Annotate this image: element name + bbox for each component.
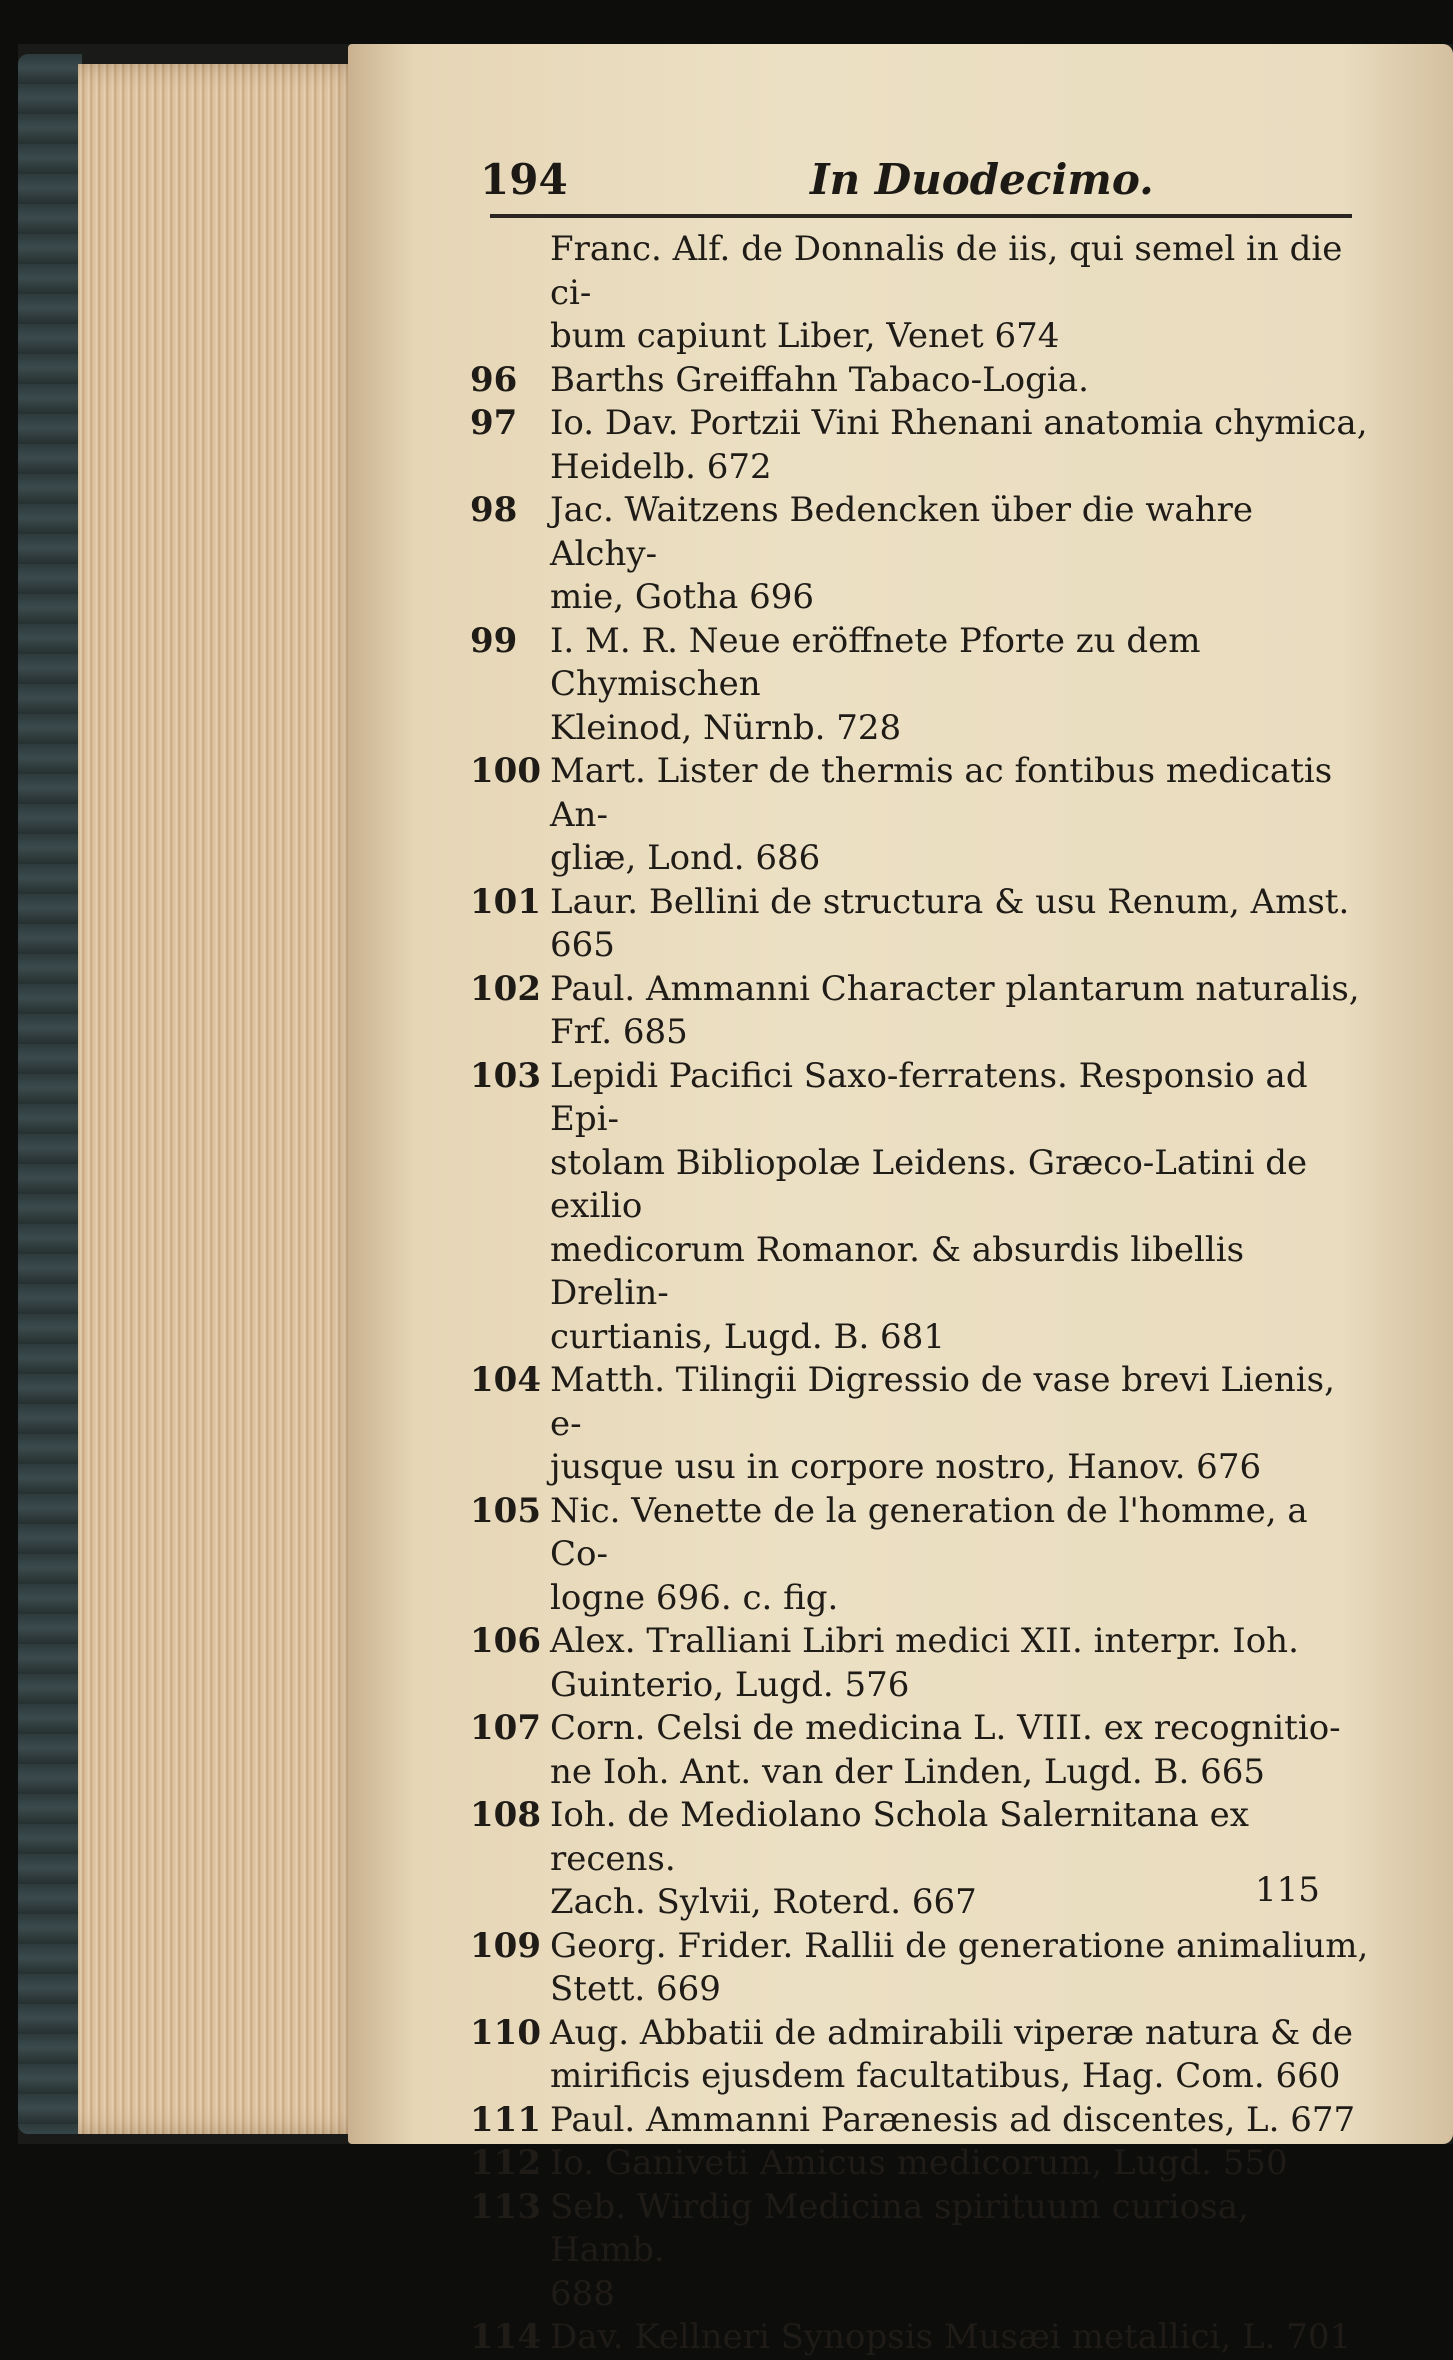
header-rule (490, 214, 1352, 218)
entry-text: Io. Dav. Portzii Vini Rhenani anatomia chymica, Heidelb. 672 (550, 403, 1368, 487)
entry-number: 103 (470, 1055, 541, 1096)
catalog-entry (470, 489, 1370, 620)
catalog-entry (470, 1055, 1370, 1360)
catalog-entries (470, 228, 1370, 2360)
catalog-entry (470, 2316, 1370, 2360)
page-number: 194 (480, 155, 568, 204)
catalog-entry (470, 620, 1370, 751)
entry-number: 104 (470, 1360, 541, 1400)
page-edges (78, 64, 368, 2134)
entry-number: 113 (470, 2186, 541, 2227)
catalog-entry (470, 750, 1370, 881)
entry-number: 108 (470, 1795, 541, 1835)
entry-text: Aug. Abbatii de admirabili viperæ natura & de mirificis ejusdem facultatibus, Hag. Com. 660 (550, 2012, 1353, 2096)
catalog-entry (470, 1620, 1370, 1707)
catalog-entry (470, 968, 1370, 1055)
catalog-entry (470, 359, 1370, 403)
entry-text: Ioh. de Mediolano Schola Salernitana ex recens. Zach. Sylvii, Roterd. 667 (550, 1795, 1249, 1922)
catalog-entry (470, 2186, 1370, 2317)
entry-text: Nic. Venette de la generation de l'homme, a Co- logne 696. c. fig. (550, 1490, 1308, 1618)
entry-number: 100 (470, 751, 541, 791)
catalog-entry (470, 2099, 1370, 2143)
catalog-entry (470, 402, 1370, 489)
entry-text: Io. Ganiveti Amicus medicorum, Lugd. 550 (550, 2143, 1288, 2183)
entry-text: Dav. Kellneri Synopsis Musæi metallici, L. 701 (550, 2317, 1352, 2357)
entry-number: 109 (470, 1925, 541, 1966)
entry-number: 111 (470, 2099, 541, 2140)
entry-text: Franc. Alf. de Donnalis de iis, qui semel in die ci- bum capiunt Liber, Venet 674 (550, 229, 1343, 356)
entry-number: 97 (470, 403, 518, 443)
entry-text: Georg. Frider. Rallii de generatione animalium, Stett. 669 (550, 1925, 1369, 2009)
entry-number: 98 (470, 490, 518, 530)
entry-number: 102 (470, 968, 541, 1009)
entry-text: Barths Greiffahn Tabaco-Logia. (550, 359, 1089, 400)
running-title: In Duodecimo. (810, 155, 1154, 204)
catalog-entry (470, 1359, 1370, 1490)
entry-number: 99 (470, 620, 518, 661)
entry-number: 96 (470, 359, 518, 400)
entry-text: I. M. R. Neue eröffnete Pforte zu dem Chymischen Kleinod, Nürnb. 728 (550, 620, 1201, 748)
catalog-entry (470, 1794, 1370, 1925)
entry-text: Lepidi Pacifici Saxo-ferratens. Responsio ad Epi- stolam Bibliopolæ Leidens. Græco-Latini de exilio medicorum Romanor. & absurdis libellis Drelin- curtianis, Lugd. B. 681 (550, 1055, 1308, 1357)
entry-number: 110 (470, 2012, 541, 2053)
catalog-entry (470, 881, 1370, 968)
entry-text: Mart. Lister de thermis ac fontibus medicatis An- gliæ, Lond. 686 (550, 751, 1333, 878)
book-cover (18, 54, 82, 2134)
entry-number: 106 (470, 1621, 541, 1661)
catalog-entry (470, 2142, 1370, 2186)
catalog-entry (470, 1925, 1370, 2012)
catchword: 115 (1255, 1870, 1320, 1910)
entry-text: Laur. Bellini de structura & usu Renum, Amst. 665 (550, 881, 1350, 965)
catalog-entry (470, 1707, 1370, 1794)
entry-number: 101 (470, 881, 541, 922)
page-header (480, 155, 1360, 211)
entry-text: Matth. Tilingii Digressio de vase brevi Lienis, e- jusque usu in corpore nostro, Hanov. 676 (550, 1360, 1335, 1487)
entry-text: Jac. Waitzens Bedencken über die wahre Alchy- mie, Gotha 696 (550, 490, 1253, 617)
catalog-entry (470, 228, 1370, 359)
entry-text: Paul. Ammanni Character plantarum naturalis, Frf. 685 (550, 968, 1360, 1052)
entry-text: Seb. Wirdig Medicina spirituum curiosa, Hamb. 688 (550, 2186, 1249, 2314)
entry-number: 112 (470, 2143, 541, 2183)
entry-text: Corn. Celsi de medicina L. VIII. ex recognitio- ne Ioh. Ant. van der Linden, Lugd. B. 665 (550, 1708, 1341, 1792)
catalog-entry (470, 2012, 1370, 2099)
entry-number: 107 (470, 1708, 541, 1748)
entry-number: 105 (470, 1490, 541, 1531)
entry-text: Paul. Ammanni Parænesis ad discentes, L. 677 (550, 2099, 1356, 2140)
catalog-entry (470, 1490, 1370, 1621)
entry-text: Alex. Tralliani Libri medici XII. interpr. Ioh. Guinterio, Lugd. 576 (550, 1621, 1299, 1705)
entry-number: 114 (470, 2317, 541, 2357)
